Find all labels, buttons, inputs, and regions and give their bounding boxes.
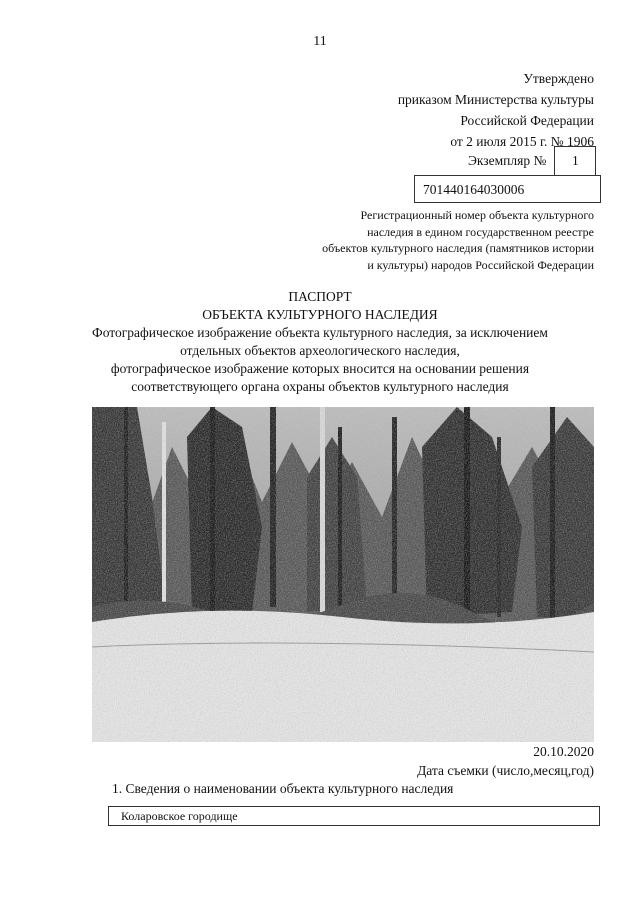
shooting-date: 20.10.2020 [533,744,594,759]
copy-number-label: Экземпляр № [468,152,547,168]
site-photo [92,407,594,742]
copy-number-box: 1 [554,146,596,176]
shooting-date-caption: Дата съемки (число,месяц,год) [417,763,594,778]
approval-line: приказом Министерства культуры [397,92,594,107]
photo-description-line: отдельных объектов археологического наследия, [180,343,460,358]
photo-description-line: фотографическое изображение которых вносится на основании решения [110,361,530,376]
registration-caption-line: Регистрационный номер объекта культурного [360,208,594,222]
passport-title-block [60,288,580,396]
section-1-heading: 1. Сведения о наименовании объекта культурного наследия [112,781,454,796]
copy-number-row [468,146,596,175]
registration-caption-line: наследия в едином государственном реестре [367,224,594,239]
registration-caption-line: объектов культурного наследия (памятников истории [322,241,594,255]
photo-description-line: Фотографическое изображение объекта культурного наследия, за исключением [92,325,548,340]
registration-caption [322,207,594,273]
approval-line: от 2 июля 2015 г. № 1906 [450,134,594,149]
approval-block [398,68,594,152]
registration-caption-line: и культуры) народов Российской Федерации [367,257,594,272]
passport-title: ПАСПОРТ [288,289,352,304]
approval-line: Утверждено [523,71,594,86]
approval-line: Российской Федерации [460,113,594,128]
passport-subtitle: ОБЪЕКТА КУЛЬТУРНОГО НАСЛЕДИЯ [202,307,438,322]
page-number: 11 [313,34,327,49]
photo-description-line: соответствующего органа охраны объектов культурного наследия [131,379,509,394]
registration-number-box: 701440164030006 [414,175,601,203]
object-name-field: Коларовское городище [108,806,600,826]
